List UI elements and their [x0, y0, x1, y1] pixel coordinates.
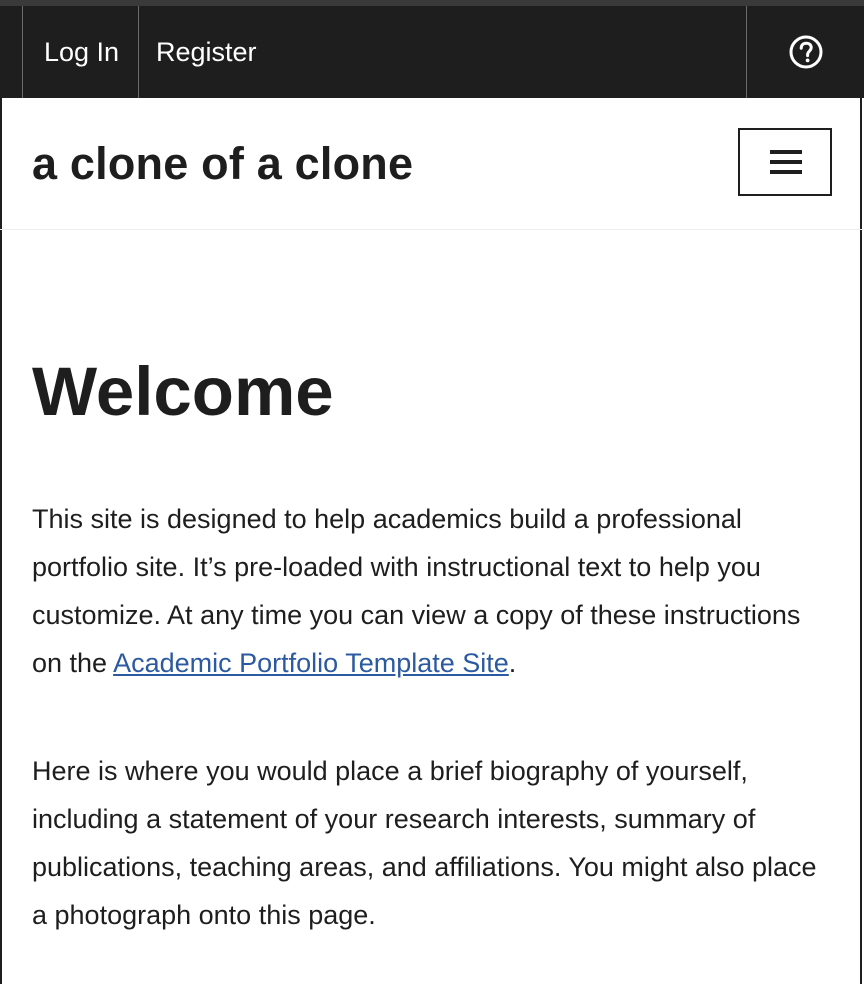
- login-link[interactable]: [22, 6, 139, 98]
- register-label: Register: [156, 36, 257, 67]
- site-header: [0, 98, 864, 230]
- template-site-link[interactable]: Academic Portfolio Template Site: [113, 648, 509, 678]
- login-label: Log In: [44, 36, 120, 67]
- admin-bar: [0, 6, 864, 98]
- menu-toggle-button[interactable]: [738, 128, 832, 196]
- site-title[interactable]: a clone of a clone: [32, 138, 414, 189]
- register-link[interactable]: [139, 6, 257, 98]
- intro-text: This site is designed to help academics build a professional portfolio site. It’s pre-loaded with instructional text to help you customize. At any time you can view a copy of these instructions on the: [32, 504, 801, 678]
- biography-paragraph: Here is where you would place a brief biography of yourself, including a statement of your research interests, summary of publications, teaching areas, and affiliations. You might also place a photograph onto this page.: [32, 756, 817, 930]
- menu-icon-bar-middle: [770, 160, 802, 164]
- help-circle-icon: [789, 35, 823, 69]
- help-button[interactable]: [746, 6, 864, 98]
- intro-paragraph: [32, 495, 832, 687]
- page-title: Welcome: [32, 353, 334, 430]
- menu-icon-bar-top: [770, 150, 802, 154]
- intro-text-end: .: [508, 648, 517, 678]
- menu-icon-bar-bottom: [770, 170, 802, 174]
